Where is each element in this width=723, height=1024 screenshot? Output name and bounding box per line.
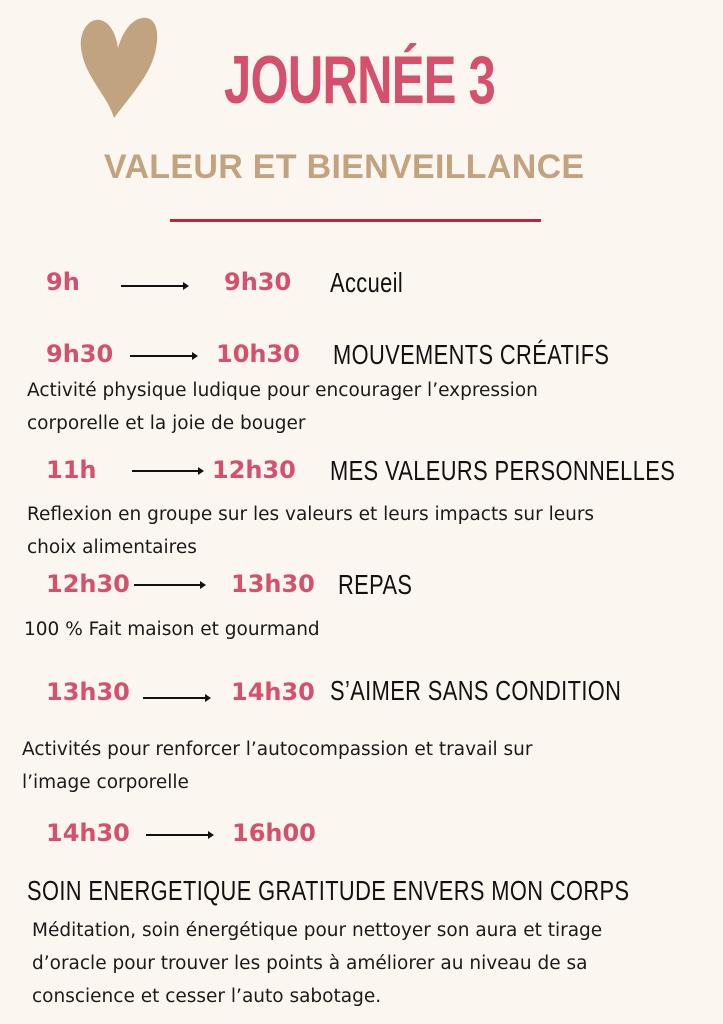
arrow-right-icon (143, 697, 209, 699)
end-time: 16h00 (232, 819, 316, 847)
activity-title: Accueil (330, 267, 404, 298)
activity-title: MES VALEURS PERSONNELLES (330, 455, 676, 486)
start-time: 14h30 (46, 819, 130, 847)
start-time: 12h30 (46, 570, 130, 598)
arrow-right-icon (146, 834, 212, 836)
page-subtitle: VALEUR ET BIENVEILLANCE (104, 148, 585, 186)
start-time: 13h30 (46, 678, 130, 706)
end-time: 10h30 (216, 340, 300, 368)
end-time: 12h30 (212, 456, 296, 484)
arrow-right-icon (130, 355, 196, 357)
heart-icon (78, 14, 160, 122)
title-divider (170, 219, 541, 222)
activity-title: S’AIMER SANS CONDITION (330, 675, 622, 706)
start-time: 9h (46, 268, 80, 296)
activity-description: Activité physique ludique pour encourager l’expression corporelle et la joie de bouger (27, 380, 538, 434)
arrow-right-icon (134, 584, 204, 586)
activity-description: 100 % Fait maison et gourmand (24, 619, 320, 640)
activity-description: Méditation, soin énergétique pour nettoyer son aura et tirage d’oracle pour trouver les points à améliorer au niveau de sa conscience et cesser l’auto sabotage. (32, 920, 603, 1007)
activity-description: Reflexion en groupe sur les valeurs et leurs impacts sur leurs choix alimentaires (27, 504, 595, 558)
arrow-right-icon (132, 470, 202, 472)
start-time: 9h30 (46, 340, 114, 368)
activity-description: Activités pour renforcer l’autocompassion et travail sur l’image corporelle (22, 739, 533, 793)
end-time: 14h30 (231, 678, 315, 706)
start-time: 11h (46, 456, 97, 484)
activity-title: REPAS (338, 569, 413, 600)
page-title: JOURNÉE 3 (224, 42, 496, 118)
end-time: 9h30 (224, 268, 292, 296)
end-time: 13h30 (231, 570, 315, 598)
activity-title: MOUVEMENTS CRÉATIFS (333, 339, 610, 370)
arrow-right-icon (121, 285, 187, 287)
activity-title: SOIN ENERGETIQUE GRATITUDE ENVERS MON CORPS (27, 875, 630, 906)
